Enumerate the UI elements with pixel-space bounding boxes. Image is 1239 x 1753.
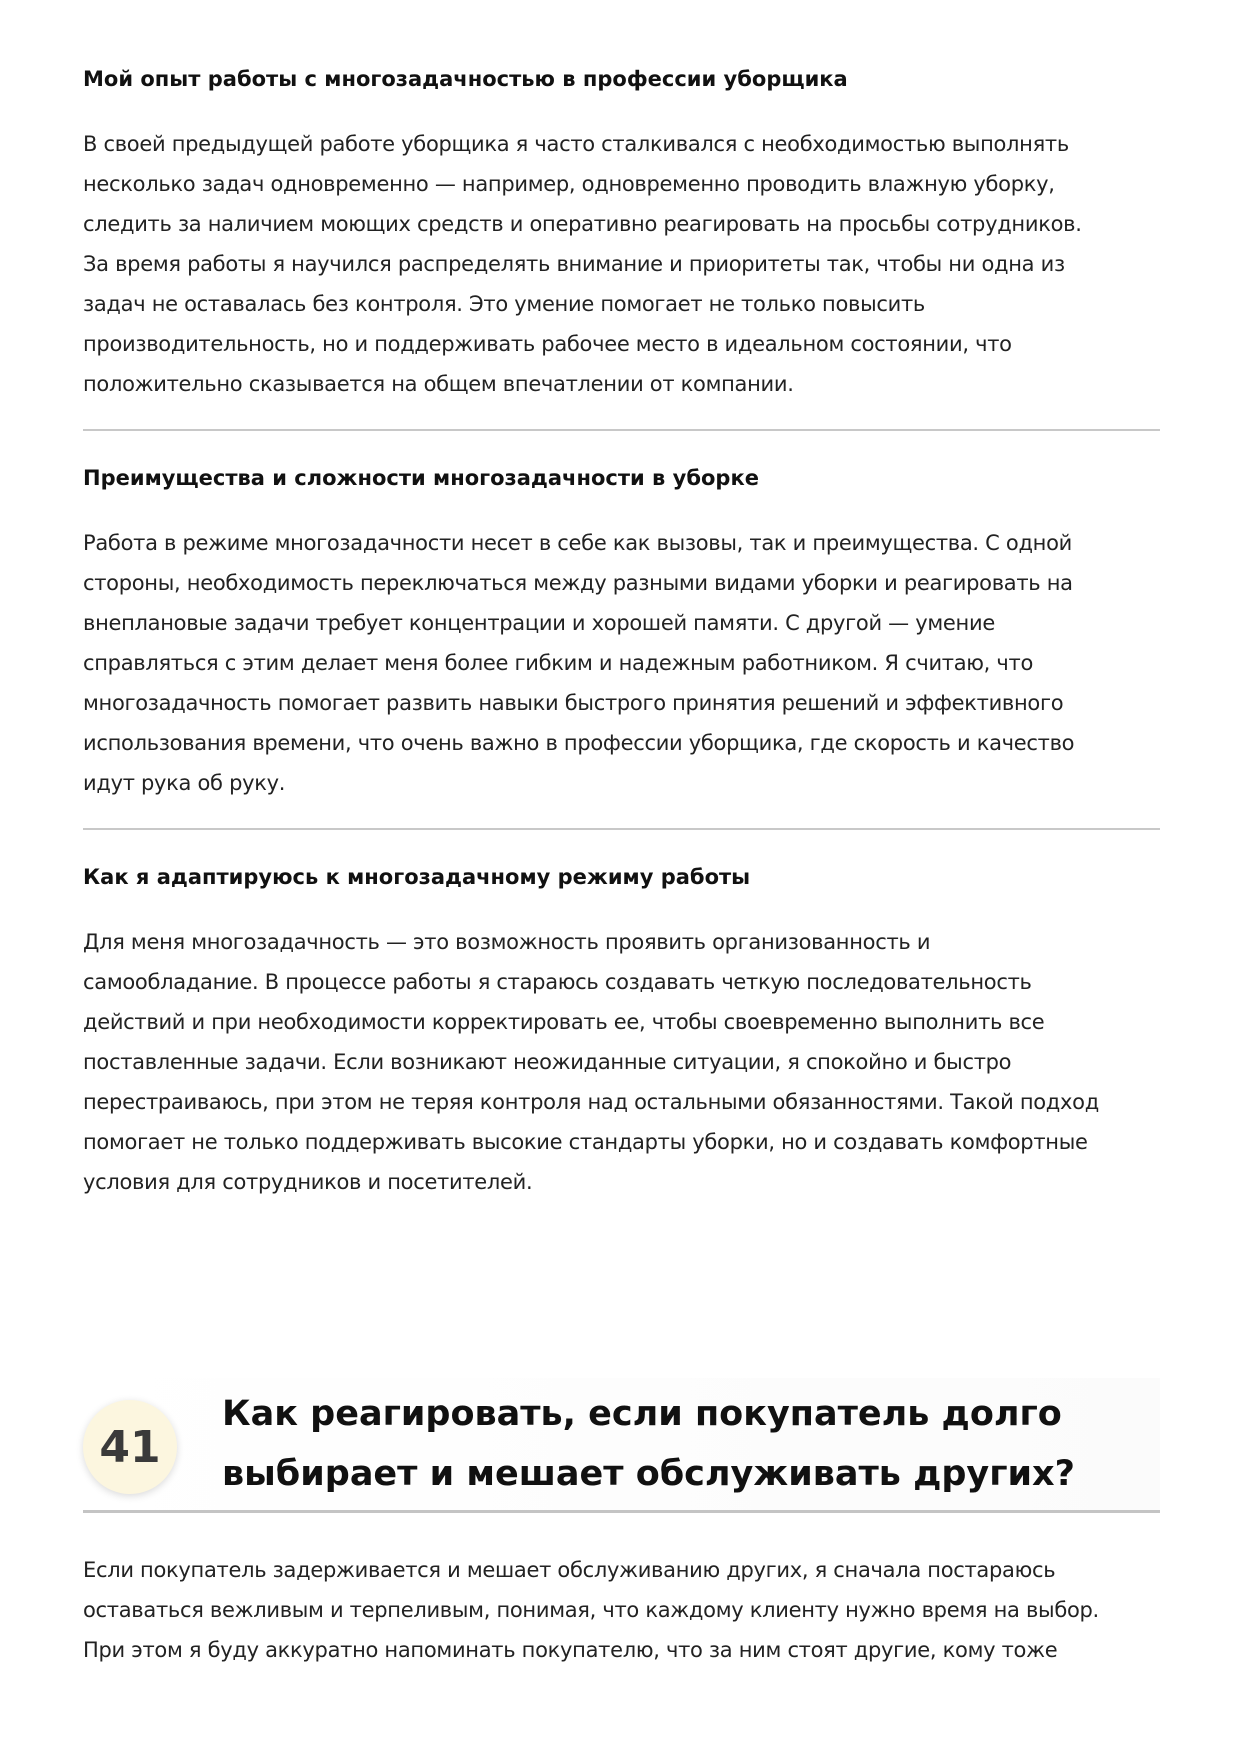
section-divider — [83, 429, 1160, 431]
paragraph-line: Работа в режиме многозадачности несет в себе как вызовы, так и преимущества. С одной — [83, 531, 1072, 555]
section-divider — [83, 828, 1160, 830]
paragraph-line: поставленные задачи. Если возникают неожиданные ситуации, я спокойно и быстро — [83, 1050, 1012, 1074]
section-multitasking-experience — [83, 64, 1160, 404]
section-heading: Мой опыт работы с многозадачностью в профессии уборщика — [83, 67, 848, 91]
paragraph-line: В своей предыдущей работе уборщика я часто сталкивался с необходимостью выполнять — [83, 132, 1069, 156]
paragraph-line: При этом я буду аккуратно напоминать покупателю, что за ним стоят другие, кому тоже — [83, 1638, 1058, 1662]
paragraph-line: многозадачность помогает развить навыки быстрого принятия решений и эффективного — [83, 691, 1064, 715]
paragraph-line: действий и при необходимости корректировать ее, чтобы своевременно выполнить все — [83, 1010, 1045, 1034]
paragraph-line: условия для сотрудников и посетителей. — [83, 1170, 533, 1194]
question-title — [222, 1378, 1152, 1504]
paragraph-line: оставаться вежливым и терпеливым, понимая, что каждому клиенту нужно время на выбор. — [83, 1598, 1099, 1622]
question-title-line: Как реагировать, если покупатель долго — [222, 1394, 1062, 1434]
section-adaptation — [83, 862, 1160, 1202]
paragraph-line: стороны, необходимость переключаться между разными видами уборки и реагировать на — [83, 571, 1073, 595]
section-heading: Как я адаптируюсь к многозадачному режиму работы — [83, 865, 751, 889]
paragraph-line: положительно сказывается на общем впечатлении от компании. — [83, 372, 794, 396]
paragraph-line: использования времени, что очень важно в профессии уборщика, где скорость и качество — [83, 731, 1075, 755]
answer-text — [83, 1550, 1160, 1670]
paragraph-line: Для меня многозадачность — это возможность проявить организованность и — [83, 930, 931, 954]
section-advantages-difficulties — [83, 463, 1160, 803]
question-number-badge: 41 — [83, 1400, 177, 1494]
paragraph-line: перестраиваюсь, при этом не теряя контроля над остальными обязанностями. Такой подход — [83, 1090, 1099, 1114]
paragraph-line: производительность, но и поддерживать рабочее место в идеальном состоянии, что — [83, 332, 1012, 356]
paragraph-line: следить за наличием моющих средств и оперативно реагировать на просьбы сотрудников. — [83, 212, 1082, 236]
paragraph-line: идут рука об руку. — [83, 771, 286, 795]
paragraph-line: задач не оставалась без контроля. Это умение помогает не только повысить — [83, 292, 925, 316]
paragraph-line: За время работы я научился распределять внимание и приоритеты так, чтобы ни одна из — [83, 252, 1065, 276]
paragraph-line: Если покупатель задерживается и мешает обслуживанию других, я сначала постараюсь — [83, 1558, 1056, 1582]
section-heading: Преимущества и сложности многозадачности в уборке — [83, 466, 759, 490]
question-title-line: выбирает и мешает обслуживать других? — [222, 1454, 1075, 1494]
paragraph-line: справляться с этим делает меня более гибким и надежным работником. Я считаю, что — [83, 651, 1034, 675]
paragraph-line: несколько задач одновременно — например, одновременно проводить влажную уборку, — [83, 172, 1055, 196]
question-header — [83, 1378, 1160, 1513]
paragraph-line: помогает не только поддерживать высокие стандарты уборки, но и создавать комфортные — [83, 1130, 1088, 1154]
paragraph-line: внеплановые задачи требует концентрации и хорошей памяти. С другой — умение — [83, 611, 995, 635]
paragraph-line: самообладание. В процессе работы я стараюсь создавать четкую последовательность — [83, 970, 1032, 994]
